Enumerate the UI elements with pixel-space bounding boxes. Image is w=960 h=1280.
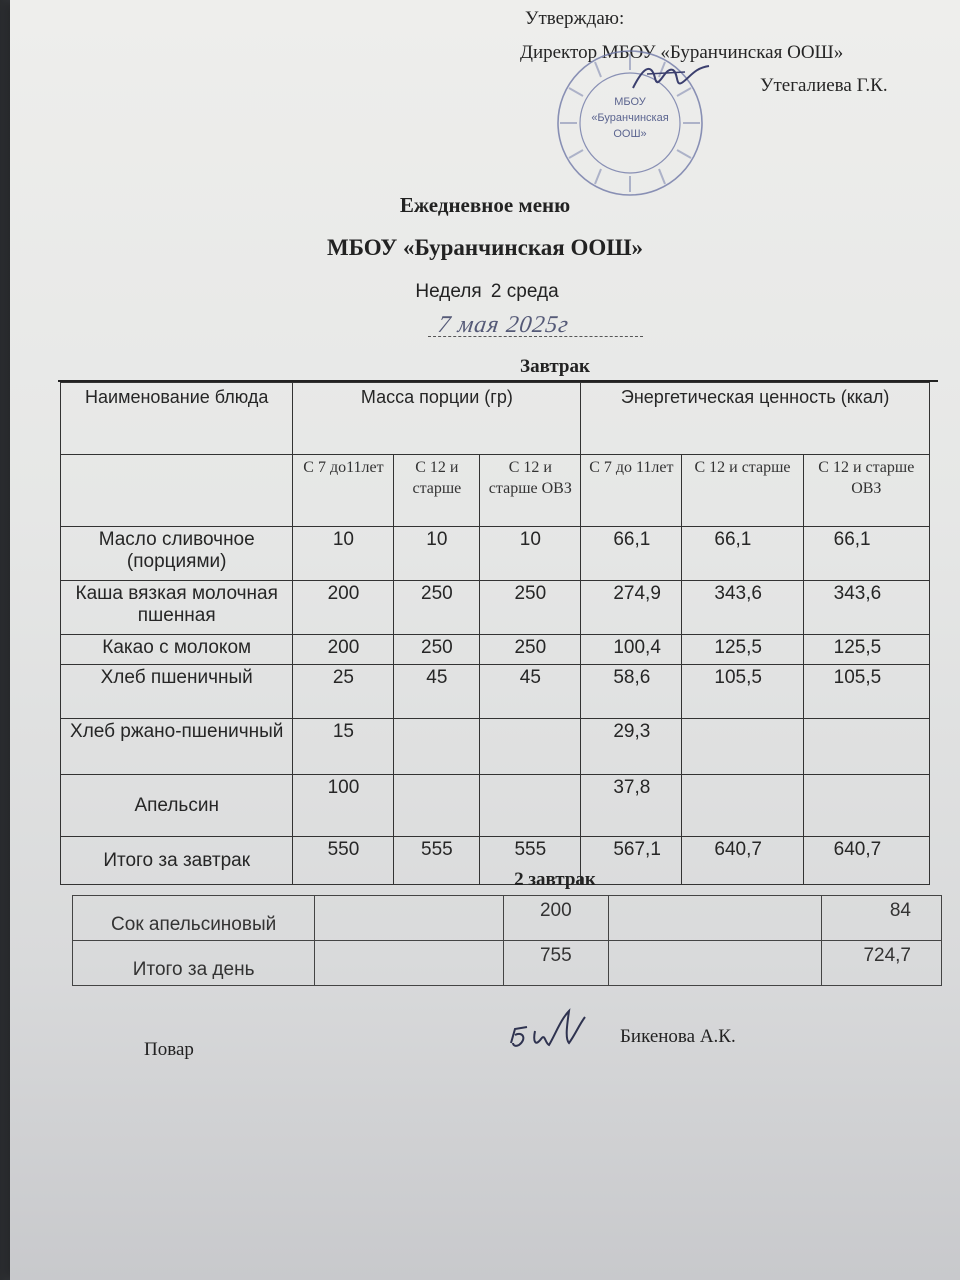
- handwritten-date: 7 мая 2025г: [436, 312, 571, 338]
- energy-value: 274,9: [581, 581, 682, 635]
- dish-name: Какао с молоком: [61, 635, 293, 665]
- subheader-empty: [61, 455, 293, 527]
- mass-value: 200: [293, 581, 394, 635]
- mass-value: 100: [293, 775, 394, 837]
- energy-value: [682, 775, 803, 837]
- school-name: МБОУ «Буранчинская ООШ»: [327, 235, 643, 260]
- approval-line-3: Утегалиева Г.К.: [760, 75, 888, 96]
- energy-value: 125,5: [682, 635, 803, 665]
- header-mass: Масса порции (гр): [293, 383, 581, 455]
- mass-value: 45: [480, 665, 581, 719]
- mass-value: [394, 719, 480, 775]
- second-breakfast-title: 2 завтрак: [514, 869, 596, 890]
- energy-value: 640,7: [682, 837, 803, 885]
- table-total-row: [73, 941, 942, 986]
- energy-value: [682, 719, 803, 775]
- mass-value: [480, 719, 581, 775]
- empty-cell: [608, 941, 822, 986]
- dish-name: Масло сливочное (порциями): [61, 527, 293, 581]
- mass-value: 10: [293, 527, 394, 581]
- energy-value: [803, 719, 929, 775]
- stamp-line-1: МБОУ: [614, 96, 646, 108]
- table-row: [61, 665, 930, 719]
- subheader-mass-7-11: С 7 до11лет: [293, 455, 394, 527]
- mass-value: 755: [504, 941, 609, 986]
- energy-value: 567,1: [581, 837, 682, 885]
- energy-value: 640,7: [803, 837, 929, 885]
- subheader-energy-12: С 12 и старше: [682, 455, 803, 527]
- table-row: [73, 896, 942, 941]
- director-signature: [625, 48, 715, 108]
- cook-label: Повар: [144, 1039, 194, 1060]
- header-name: Наименование блюда: [61, 383, 293, 455]
- energy-value: 29,3: [581, 719, 682, 775]
- table-row: [61, 775, 930, 837]
- mass-value: 15: [293, 719, 394, 775]
- header-energy: Энергетическая ценность (ккал): [581, 383, 930, 455]
- table-header-row: [61, 383, 930, 455]
- total-label: Итого за завтрак: [61, 837, 293, 885]
- mass-value: [394, 775, 480, 837]
- document-title: Ежедневное меню: [399, 193, 571, 217]
- energy-value: 105,5: [803, 665, 929, 719]
- stamp-line-3: ООШ»: [613, 128, 647, 140]
- mass-value: 45: [394, 665, 480, 719]
- mass-value: [480, 775, 581, 837]
- energy-value: 105,5: [682, 665, 803, 719]
- energy-value: 343,6: [682, 581, 803, 635]
- approval-line-1: Утверждаю:: [525, 8, 625, 29]
- total-label: Итого за день: [73, 941, 315, 986]
- energy-value: [803, 775, 929, 837]
- empty-cell: [315, 896, 504, 941]
- date-underline: [428, 336, 643, 337]
- dish-name: Сок апельсиновый: [73, 896, 315, 941]
- subheader-mass-12: С 12 и старше: [394, 455, 480, 527]
- energy-value: 37,8: [581, 775, 682, 837]
- mass-value: 200: [504, 896, 609, 941]
- energy-value: 58,6: [581, 665, 682, 719]
- energy-value: 100,4: [581, 635, 682, 665]
- mass-value: 250: [394, 635, 480, 665]
- mass-value: 250: [480, 635, 581, 665]
- mass-value: 10: [480, 527, 581, 581]
- table-subheader-row: [61, 455, 930, 527]
- document-page: [10, 0, 960, 1280]
- second-breakfast-table: [72, 895, 942, 986]
- cook-signature: [505, 1005, 590, 1060]
- breakfast-table: [60, 382, 930, 885]
- energy-value: 66,1: [803, 527, 929, 581]
- dish-name: Хлеб пшеничный: [61, 665, 293, 719]
- subheader-energy-12-ovz: С 12 и старше ОВЗ: [803, 455, 929, 527]
- approval-line-2: Директор МБОУ «Буранчинская ООШ»: [520, 42, 844, 63]
- table-row: [61, 635, 930, 665]
- mass-value: 555: [394, 837, 480, 885]
- dish-name: Каша вязкая молочная пшенная: [61, 581, 293, 635]
- table-row: [61, 581, 930, 635]
- dish-name: Апельсин: [61, 775, 293, 837]
- energy-value: 66,1: [682, 527, 803, 581]
- mass-value: 555: [480, 837, 581, 885]
- mass-value: 10: [394, 527, 480, 581]
- week-label: Неделя: [415, 281, 482, 302]
- mass-value: 250: [480, 581, 581, 635]
- mass-value: 250: [394, 581, 480, 635]
- energy-value: 84: [822, 896, 942, 941]
- energy-value: 125,5: [803, 635, 929, 665]
- table-row: [61, 527, 930, 581]
- mass-value: 550: [293, 837, 394, 885]
- dish-name: Хлеб ржано-пшеничный: [61, 719, 293, 775]
- subheader-energy-7-11: С 7 до 11лет: [581, 455, 682, 527]
- mass-value: 25: [293, 665, 394, 719]
- breakfast-section-title: Завтрак: [520, 356, 590, 377]
- empty-cell: [608, 896, 822, 941]
- subheader-mass-12-ovz: С 12 и старше ОВЗ: [480, 455, 581, 527]
- week-info: [10, 281, 960, 303]
- energy-value: 66,1: [581, 527, 682, 581]
- stamp-line-2: «Буранчинская: [591, 112, 669, 124]
- mass-value: 200: [293, 635, 394, 665]
- week-value: 2 среда: [490, 281, 559, 302]
- empty-cell: [315, 941, 504, 986]
- table-row: [61, 719, 930, 775]
- energy-value: 343,6: [803, 581, 929, 635]
- energy-value: 724,7: [822, 941, 942, 986]
- cook-name: Бикенова А.К.: [620, 1026, 736, 1047]
